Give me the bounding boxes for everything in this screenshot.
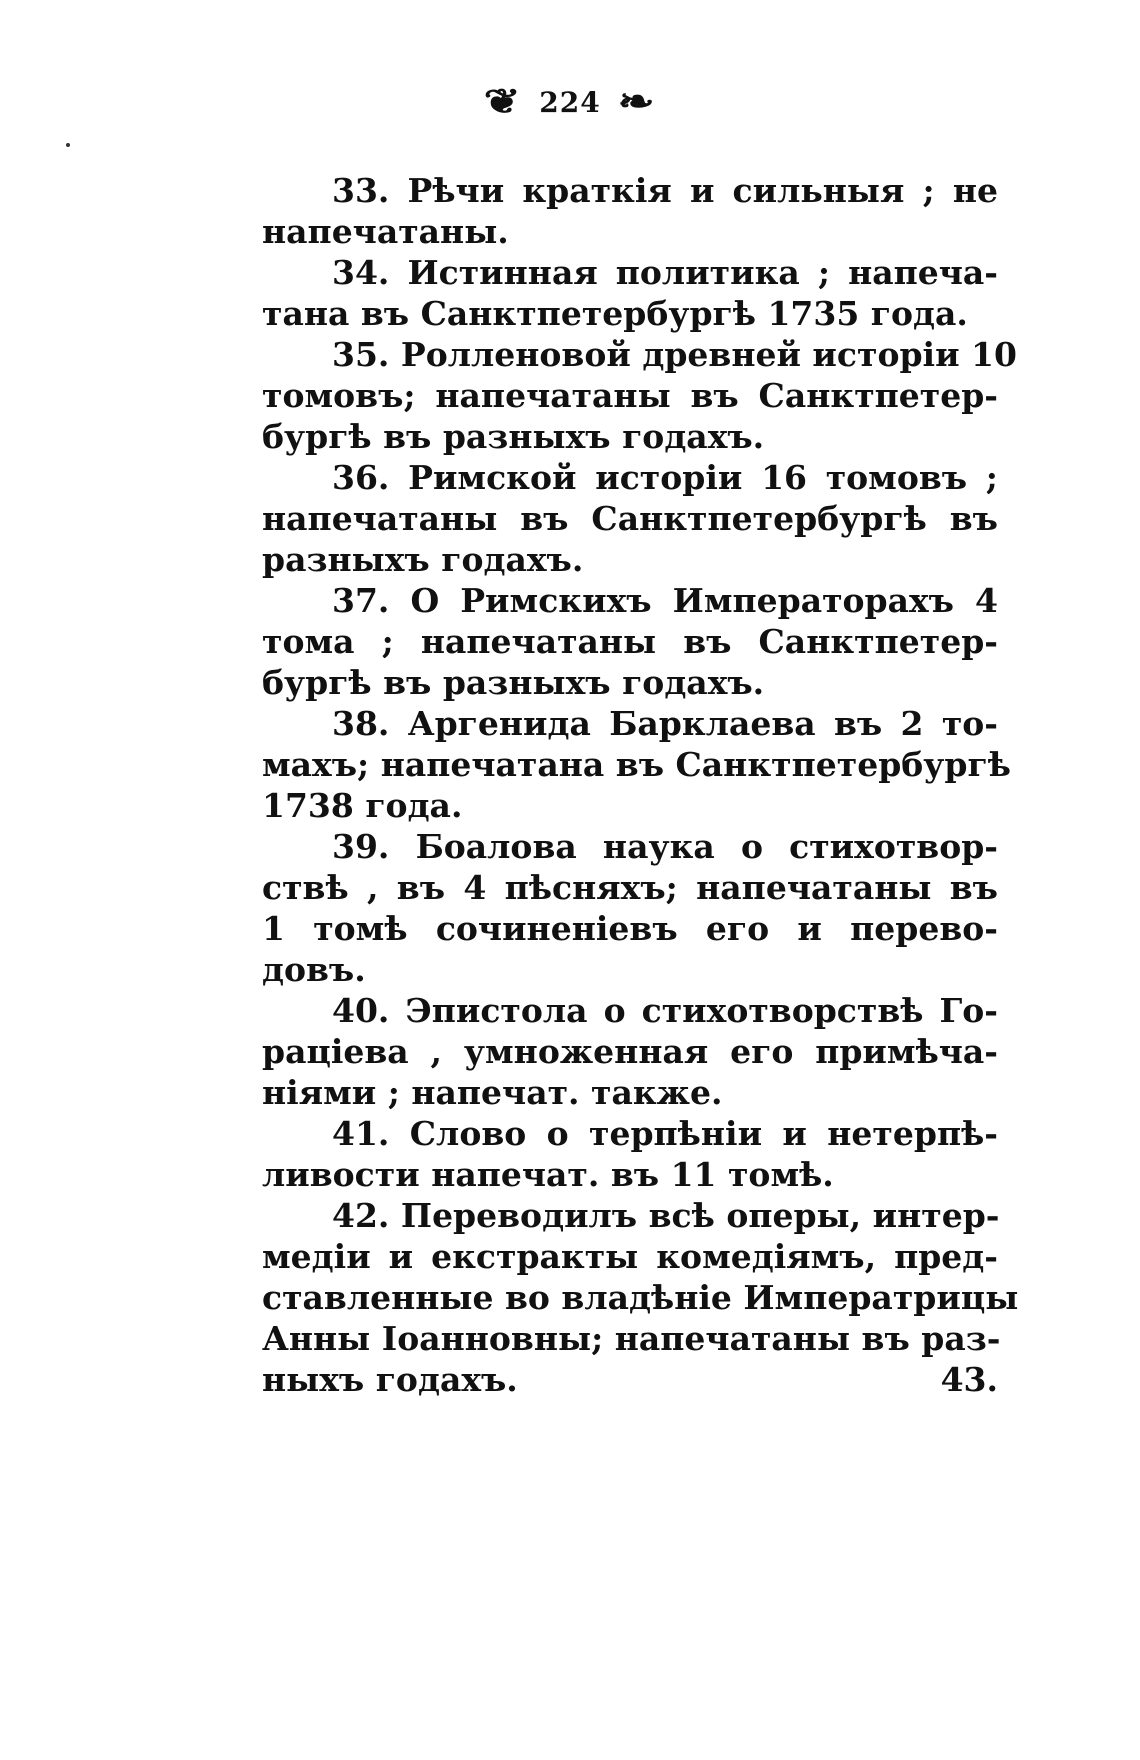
page-header: [0, 82, 1140, 122]
entry-37: [262, 580, 998, 703]
entry-line: 33. Рѣчи краткія и сильныя ; не: [332, 171, 998, 210]
entry-line: 40. Эпистола о стихотворствѣ Го-: [332, 991, 998, 1030]
entry-line: напечатаны.: [262, 212, 509, 251]
entry-line: 39. Боалова наука о стихотвор-: [332, 827, 998, 866]
entry-line: 1738 года.: [262, 786, 463, 825]
entry-36: [262, 457, 998, 580]
entry-line: раціева , умноженная его примѣча-: [262, 1032, 998, 1071]
entry-42: [262, 1195, 1019, 1400]
entry-line: томовъ; напечатаны въ Санктпетер-: [262, 376, 998, 415]
entry-list: [262, 170, 1019, 1400]
entry-last-line-with-catchword: [262, 1359, 998, 1400]
entry-35: [262, 334, 1017, 457]
entry-line: тома ; напечатаны въ Санктпетер-: [262, 622, 998, 661]
entry-line: разныхъ годахъ.: [262, 540, 584, 579]
entry-line: медіи и екстракты комедіямъ, пред-: [262, 1237, 998, 1276]
entry-line: 38. Аргенида Барклаева въ 2 то-: [332, 704, 998, 743]
entry-38: [262, 703, 1011, 826]
ornament-right-icon: ❧: [617, 82, 657, 122]
entry-line: напечатаны въ Санктпетербургѣ въ: [262, 499, 998, 538]
entry-line: ствѣ , въ 4 пѣсняхъ; напечатаны въ: [262, 868, 998, 907]
entry-line: 42. Переводилъ всѣ оперы, интер-: [332, 1196, 1000, 1235]
entry-line: ставленные во владѣніе Императрицы: [262, 1278, 1019, 1317]
entry-line: махъ; напечатана въ Санктпетербургѣ: [262, 745, 1011, 784]
entry-line: ливости напечат. въ 11 томѣ.: [262, 1155, 834, 1194]
entry-34: [262, 252, 998, 334]
entry-line: тана въ Санктпетербургѣ 1735 года.: [262, 294, 968, 333]
entry-33: [262, 170, 998, 252]
entry-line: 41. Слово о терпѣніи и нетерпѣ-: [332, 1114, 998, 1153]
entry-line: ніями ; напечат. также.: [262, 1073, 723, 1112]
entry-line: 34. Истинная политика ; напеча-: [332, 253, 998, 292]
catchword: 43.: [940, 1360, 998, 1399]
entry-line: бургѣ въ разныхъ годахъ.: [262, 417, 765, 456]
entry-40: [262, 990, 998, 1113]
entry-line: 35. Ролленовой древней исторіи 10: [332, 335, 1017, 374]
entry-line: довъ.: [262, 950, 366, 989]
ornament-left-icon: ❦: [483, 82, 523, 122]
page-number: 224: [539, 85, 601, 119]
entry-41: [262, 1113, 998, 1195]
entry-line: 1 томѣ сочиненіевъ его и перево-: [262, 909, 998, 948]
entry-39: [262, 826, 998, 990]
entry-line: бургѣ въ разныхъ годахъ.: [262, 663, 765, 702]
entry-line: 36. Римской исторіи 16 томовъ ;: [332, 458, 998, 497]
entry-line: Анны Іоанновны; напечатаны въ раз-: [262, 1319, 1001, 1358]
entry-line: ныхъ годахъ.: [262, 1360, 518, 1399]
ink-speck: [66, 143, 70, 147]
entry-line: 37. О Римскихъ Императорахъ 4: [332, 581, 998, 620]
